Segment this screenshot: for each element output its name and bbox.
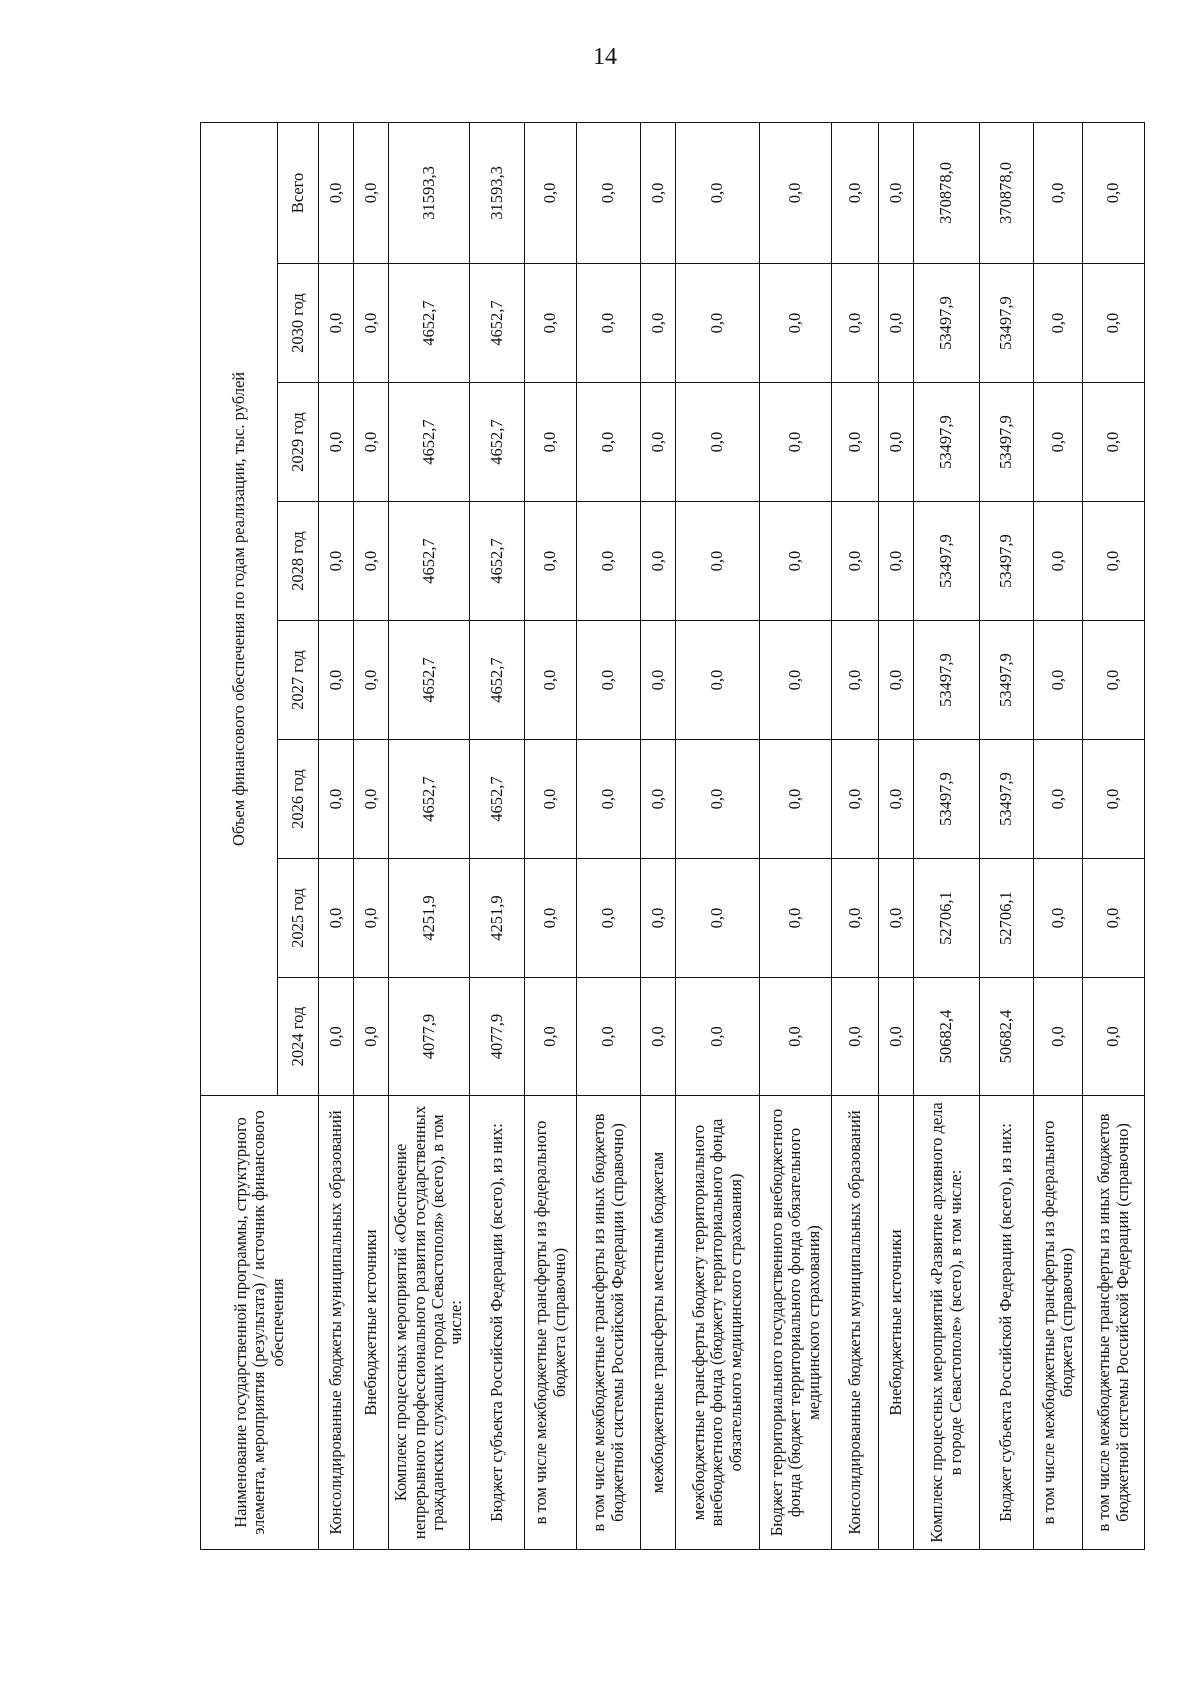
table-row [1083, 122, 1145, 1549]
value-cell: 0,0 [641, 502, 676, 621]
value-cell: 0,0 [760, 740, 832, 859]
value-cell: 0,0 [1034, 383, 1083, 502]
value-cell: 0,0 [319, 859, 354, 978]
value-cell: 0,0 [354, 122, 389, 263]
column-header: 2027 год [278, 621, 319, 740]
value-cell: 0,0 [676, 383, 760, 502]
value-cell: 0,0 [879, 859, 914, 978]
value-cell: 0,0 [319, 621, 354, 740]
value-cell: 0,0 [525, 264, 577, 383]
value-cell: 0,0 [879, 740, 914, 859]
value-cell: 52706,1 [914, 859, 980, 978]
value-cell: 370878,0 [914, 122, 980, 263]
value-cell: 0,0 [676, 740, 760, 859]
value-cell: 0,0 [832, 859, 879, 978]
table-row [676, 122, 760, 1549]
value-cell: 4077,9 [470, 978, 525, 1096]
value-cell: 0,0 [760, 621, 832, 740]
table-row [354, 122, 389, 1549]
value-cell: 53497,9 [980, 264, 1034, 383]
value-cell: 4251,9 [389, 859, 470, 978]
value-cell: 0,0 [1034, 264, 1083, 383]
value-cell: 53497,9 [914, 383, 980, 502]
value-cell: 4077,9 [389, 978, 470, 1096]
value-cell: 53497,9 [980, 383, 1034, 502]
row-name-cell: Бюджет субъекта Российской Федерации (всего), из них: [980, 1096, 1034, 1550]
value-cell: 53497,9 [914, 621, 980, 740]
value-cell: 31593,3 [470, 122, 525, 263]
value-cell: 0,0 [832, 978, 879, 1096]
value-cell: 4652,7 [389, 383, 470, 502]
column-header: 2024 год [278, 978, 319, 1096]
value-cell: 0,0 [676, 122, 760, 263]
row-name-cell: Бюджет субъекта Российской Федерации (всего), из них: [470, 1096, 525, 1550]
table-row [641, 122, 676, 1549]
table-row [470, 122, 525, 1549]
value-cell: 4652,7 [389, 264, 470, 383]
value-cell: 0,0 [525, 859, 577, 978]
value-cell: 53497,9 [914, 740, 980, 859]
value-cell: 4652,7 [470, 383, 525, 502]
value-cell: 0,0 [879, 383, 914, 502]
value-cell: 0,0 [760, 502, 832, 621]
page-number: 14 [593, 44, 617, 70]
value-cell: 52706,1 [980, 859, 1034, 978]
table-row [760, 122, 832, 1549]
value-cell: 0,0 [832, 502, 879, 621]
value-cell: 370878,0 [980, 122, 1034, 263]
value-cell: 0,0 [577, 264, 641, 383]
row-name-cell: межбюджетные трансферты бюджету территориального внебюджетного фонда (бюджету территориального фонда обязательного медицинского страхования) [676, 1096, 760, 1550]
header-name-column: Наименование государственной программы, структурного элемента, мероприятия (результата) / источник финансового обеспечения [201, 1096, 319, 1550]
value-cell: 0,0 [1083, 502, 1145, 621]
value-cell: 0,0 [525, 978, 577, 1096]
value-cell: 4652,7 [470, 740, 525, 859]
value-cell: 53497,9 [980, 502, 1034, 621]
value-cell: 0,0 [577, 859, 641, 978]
value-cell: 0,0 [1034, 978, 1083, 1096]
value-cell: 0,0 [1034, 621, 1083, 740]
value-cell: 0,0 [641, 978, 676, 1096]
value-cell: 0,0 [641, 859, 676, 978]
row-name-cell: Бюджет территориального государственного внебюджетного фонда (бюджет территориального фонда обязательного медицинского страхования) [760, 1096, 832, 1550]
value-cell: 0,0 [577, 502, 641, 621]
row-name-cell: Внебюджетные источники [354, 1096, 389, 1550]
table-row [525, 122, 577, 1549]
row-name-cell: Комплекс процессных мероприятий «Развитие архивного дела в городе Севастополе» (всего), в том числе: [914, 1096, 980, 1550]
value-cell: 0,0 [525, 621, 577, 740]
value-cell: 53497,9 [914, 264, 980, 383]
table-row [389, 122, 470, 1549]
row-name-cell: в том числе межбюджетные трансферты из иных бюджетов бюджетной системы Российской Федерации (справочно) [1083, 1096, 1145, 1550]
row-name-cell: Внебюджетные источники [879, 1096, 914, 1550]
row-name-cell: Консолидированные бюджеты муниципальных образований [319, 1096, 354, 1550]
value-cell: 4251,9 [470, 859, 525, 978]
value-cell: 0,0 [879, 502, 914, 621]
table-row [832, 122, 879, 1549]
value-cell: 0,0 [832, 621, 879, 740]
value-cell: 53497,9 [980, 621, 1034, 740]
value-cell: 4652,7 [470, 621, 525, 740]
value-cell: 0,0 [879, 122, 914, 263]
value-cell: 0,0 [577, 383, 641, 502]
value-cell: 0,0 [354, 621, 389, 740]
value-cell: 0,0 [577, 122, 641, 263]
value-cell: 0,0 [641, 383, 676, 502]
value-cell: 0,0 [676, 978, 760, 1096]
value-cell: 0,0 [525, 383, 577, 502]
value-cell: 0,0 [577, 621, 641, 740]
value-cell: 0,0 [354, 502, 389, 621]
row-name-cell: межбюджетные трансферты местным бюджетам [641, 1096, 676, 1550]
value-cell: 0,0 [354, 978, 389, 1096]
value-cell: 0,0 [879, 264, 914, 383]
value-cell: 0,0 [1083, 978, 1145, 1096]
value-cell: 0,0 [319, 740, 354, 859]
value-cell: 0,0 [832, 740, 879, 859]
financing-table [200, 122, 1145, 1550]
value-cell: 0,0 [319, 978, 354, 1096]
value-cell: 0,0 [354, 264, 389, 383]
value-cell: 0,0 [319, 264, 354, 383]
table-row [879, 122, 914, 1549]
column-header: 2029 год [278, 383, 319, 502]
row-name-cell: Комплекс процессных мероприятий «Обеспечение непрерывного профессионального развития государственных гражданских служащих города Севастополя» (всего), в том числе: [389, 1096, 470, 1550]
value-cell: 0,0 [525, 502, 577, 621]
table-row [577, 122, 641, 1549]
table-rotated-container [200, 122, 1132, 1550]
row-name-cell: в том числе межбюджетные трансферты из федерального бюджета (справочно) [1034, 1096, 1083, 1550]
table-row [1034, 122, 1083, 1549]
value-cell: 0,0 [760, 859, 832, 978]
value-cell: 0,0 [1083, 740, 1145, 859]
value-cell: 0,0 [1034, 122, 1083, 263]
value-cell: 50682,4 [914, 978, 980, 1096]
value-cell: 0,0 [525, 122, 577, 263]
value-cell: 0,0 [354, 383, 389, 502]
value-cell: 50682,4 [980, 978, 1034, 1096]
value-cell: 4652,7 [389, 621, 470, 740]
table-row [980, 122, 1034, 1549]
value-cell: 0,0 [577, 740, 641, 859]
value-cell: 0,0 [354, 859, 389, 978]
value-cell: 4652,7 [470, 502, 525, 621]
column-header: 2025 год [278, 859, 319, 978]
value-cell: 0,0 [760, 383, 832, 502]
row-name-cell: в том числе межбюджетные трансферты из федерального бюджета (справочно) [525, 1096, 577, 1550]
row-name-cell: в том числе межбюджетные трансферты из иных бюджетов бюджетной системы Российской Федерации (справочно) [577, 1096, 641, 1550]
value-cell: 0,0 [832, 122, 879, 263]
value-cell: 0,0 [676, 502, 760, 621]
value-cell: 0,0 [676, 264, 760, 383]
value-cell: 0,0 [1034, 859, 1083, 978]
column-header: 2030 год [278, 264, 319, 383]
value-cell: 4652,7 [470, 264, 525, 383]
value-cell: 0,0 [319, 122, 354, 263]
value-cell: 0,0 [676, 859, 760, 978]
value-cell: 0,0 [319, 502, 354, 621]
value-cell: 0,0 [641, 621, 676, 740]
value-cell: 0,0 [879, 978, 914, 1096]
value-cell: 0,0 [319, 383, 354, 502]
value-cell: 0,0 [676, 621, 760, 740]
value-cell: 0,0 [641, 122, 676, 263]
column-header: Всего [278, 122, 319, 263]
value-cell: 31593,3 [389, 122, 470, 263]
value-cell: 0,0 [760, 122, 832, 263]
value-cell: 0,0 [577, 978, 641, 1096]
column-header: 2028 год [278, 502, 319, 621]
value-cell: 53497,9 [914, 502, 980, 621]
table-row [914, 122, 980, 1549]
value-cell: 0,0 [879, 621, 914, 740]
column-header: 2026 год [278, 740, 319, 859]
value-cell: 0,0 [760, 264, 832, 383]
value-cell: 0,0 [1083, 383, 1145, 502]
table-row [319, 122, 354, 1549]
value-cell: 0,0 [1083, 859, 1145, 978]
value-cell: 4652,7 [389, 740, 470, 859]
value-cell: 0,0 [641, 264, 676, 383]
value-cell: 0,0 [1083, 621, 1145, 740]
value-cell: 0,0 [760, 978, 832, 1096]
header-volume: Объем финансового обеспечения по годам реализации, тыс. рублей [201, 122, 278, 1095]
value-cell: 0,0 [354, 740, 389, 859]
value-cell: 0,0 [641, 740, 676, 859]
value-cell: 0,0 [1034, 502, 1083, 621]
value-cell: 0,0 [525, 740, 577, 859]
value-cell: 0,0 [1083, 122, 1145, 263]
value-cell: 0,0 [1083, 264, 1145, 383]
value-cell: 0,0 [832, 264, 879, 383]
row-name-cell: Консолидированные бюджеты муниципальных образований [832, 1096, 879, 1550]
value-cell: 53497,9 [980, 740, 1034, 859]
value-cell: 0,0 [832, 383, 879, 502]
value-cell: 4652,7 [389, 502, 470, 621]
value-cell: 0,0 [1034, 740, 1083, 859]
